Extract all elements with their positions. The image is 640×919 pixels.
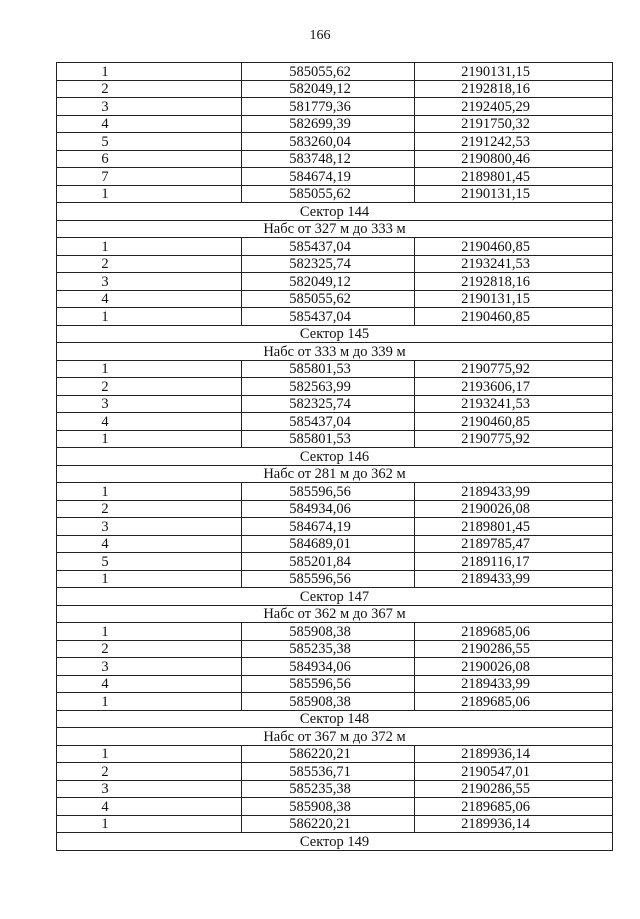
table-row bbox=[57, 780, 613, 798]
x-coordinate: 584934,06 bbox=[242, 500, 415, 518]
x-coordinate: 585596,56 bbox=[242, 483, 415, 501]
section-heading-row bbox=[57, 343, 613, 361]
point-number: 1 bbox=[57, 623, 242, 641]
x-coordinate: 586220,21 bbox=[242, 745, 415, 763]
y-coordinate: 2192818,16 bbox=[415, 273, 613, 291]
table-row bbox=[57, 798, 613, 816]
point-number: 1 bbox=[57, 483, 242, 501]
section-heading: Набс от 327 м до 333 м bbox=[57, 220, 613, 238]
table-row bbox=[57, 238, 613, 256]
table-row bbox=[57, 535, 613, 553]
section-heading-row bbox=[57, 220, 613, 238]
x-coordinate: 585437,04 bbox=[242, 308, 415, 326]
y-coordinate: 2190286,55 bbox=[415, 640, 613, 658]
x-coordinate: 585801,53 bbox=[242, 430, 415, 448]
y-coordinate: 2189685,06 bbox=[415, 623, 613, 641]
table-row bbox=[57, 623, 613, 641]
section-heading: Сектор 149 bbox=[57, 833, 613, 851]
x-coordinate: 585437,04 bbox=[242, 238, 415, 256]
point-number: 3 bbox=[57, 780, 242, 798]
point-number: 1 bbox=[57, 238, 242, 256]
y-coordinate: 2190131,15 bbox=[415, 185, 613, 203]
y-coordinate: 2189685,06 bbox=[415, 693, 613, 711]
x-coordinate: 585055,62 bbox=[242, 63, 415, 81]
section-heading: Сектор 145 bbox=[57, 325, 613, 343]
point-number: 1 bbox=[57, 308, 242, 326]
x-coordinate: 584674,19 bbox=[242, 518, 415, 536]
x-coordinate: 584689,01 bbox=[242, 535, 415, 553]
section-heading-row bbox=[57, 588, 613, 606]
x-coordinate: 582049,12 bbox=[242, 80, 415, 98]
table-row bbox=[57, 290, 613, 308]
section-heading-row bbox=[57, 728, 613, 746]
section-heading-row bbox=[57, 833, 613, 851]
y-coordinate: 2190131,15 bbox=[415, 63, 613, 81]
y-coordinate: 2190460,85 bbox=[415, 413, 613, 431]
table-row bbox=[57, 395, 613, 413]
table-row bbox=[57, 483, 613, 501]
table-row bbox=[57, 570, 613, 588]
x-coordinate: 582325,74 bbox=[242, 255, 415, 273]
y-coordinate: 2189433,99 bbox=[415, 675, 613, 693]
section-heading-row bbox=[57, 203, 613, 221]
x-coordinate: 585055,62 bbox=[242, 185, 415, 203]
x-coordinate: 584934,06 bbox=[242, 658, 415, 676]
y-coordinate: 2191242,53 bbox=[415, 133, 613, 151]
y-coordinate: 2189801,45 bbox=[415, 168, 613, 186]
table-row bbox=[57, 763, 613, 781]
point-number: 2 bbox=[57, 640, 242, 658]
point-number: 3 bbox=[57, 98, 242, 116]
x-coordinate: 583260,04 bbox=[242, 133, 415, 151]
x-coordinate: 585055,62 bbox=[242, 290, 415, 308]
page-number: 166 bbox=[309, 28, 331, 43]
point-number: 3 bbox=[57, 395, 242, 413]
y-coordinate: 2191750,32 bbox=[415, 115, 613, 133]
point-number: 2 bbox=[57, 378, 242, 396]
x-coordinate: 585201,84 bbox=[242, 553, 415, 571]
table-row bbox=[57, 150, 613, 168]
point-number: 2 bbox=[57, 763, 242, 781]
table-row bbox=[57, 658, 613, 676]
section-heading-row bbox=[57, 605, 613, 623]
section-heading-row bbox=[57, 465, 613, 483]
table-row bbox=[57, 273, 613, 291]
section-heading: Набс от 362 м до 367 м bbox=[57, 605, 613, 623]
y-coordinate: 2190460,85 bbox=[415, 308, 613, 326]
y-coordinate: 2190460,85 bbox=[415, 238, 613, 256]
table-row bbox=[57, 693, 613, 711]
table-row bbox=[57, 815, 613, 833]
table-row bbox=[57, 430, 613, 448]
x-coordinate: 582699,39 bbox=[242, 115, 415, 133]
coordinates-table bbox=[56, 62, 613, 851]
table-row bbox=[57, 168, 613, 186]
y-coordinate: 2190547,01 bbox=[415, 763, 613, 781]
x-coordinate: 584674,19 bbox=[242, 168, 415, 186]
y-coordinate: 2190775,92 bbox=[415, 430, 613, 448]
y-coordinate: 2189433,99 bbox=[415, 570, 613, 588]
x-coordinate: 585908,38 bbox=[242, 623, 415, 641]
point-number: 4 bbox=[57, 413, 242, 431]
y-coordinate: 2189936,14 bbox=[415, 745, 613, 763]
coordinates-table-body bbox=[57, 63, 613, 851]
y-coordinate: 2190131,15 bbox=[415, 290, 613, 308]
point-number: 4 bbox=[57, 115, 242, 133]
point-number: 6 bbox=[57, 150, 242, 168]
point-number: 1 bbox=[57, 693, 242, 711]
point-number: 2 bbox=[57, 255, 242, 273]
point-number: 3 bbox=[57, 273, 242, 291]
x-coordinate: 585908,38 bbox=[242, 798, 415, 816]
table-row bbox=[57, 745, 613, 763]
table-row bbox=[57, 378, 613, 396]
table-row bbox=[57, 255, 613, 273]
y-coordinate: 2193241,53 bbox=[415, 395, 613, 413]
y-coordinate: 2189116,17 bbox=[415, 553, 613, 571]
point-number: 1 bbox=[57, 815, 242, 833]
y-coordinate: 2189685,06 bbox=[415, 798, 613, 816]
point-number: 5 bbox=[57, 133, 242, 151]
section-heading: Сектор 148 bbox=[57, 710, 613, 728]
x-coordinate: 583748,12 bbox=[242, 150, 415, 168]
y-coordinate: 2190026,08 bbox=[415, 658, 613, 676]
table-row bbox=[57, 640, 613, 658]
table-row bbox=[57, 115, 613, 133]
section-heading-row bbox=[57, 710, 613, 728]
point-number: 4 bbox=[57, 798, 242, 816]
y-coordinate: 2190026,08 bbox=[415, 500, 613, 518]
table-row bbox=[57, 675, 613, 693]
point-number: 4 bbox=[57, 535, 242, 553]
table-row bbox=[57, 553, 613, 571]
x-coordinate: 585235,38 bbox=[242, 780, 415, 798]
section-heading-row bbox=[57, 325, 613, 343]
x-coordinate: 582049,12 bbox=[242, 273, 415, 291]
y-coordinate: 2192405,29 bbox=[415, 98, 613, 116]
y-coordinate: 2193606,17 bbox=[415, 378, 613, 396]
point-number: 1 bbox=[57, 570, 242, 588]
section-heading: Сектор 147 bbox=[57, 588, 613, 606]
point-number: 4 bbox=[57, 675, 242, 693]
y-coordinate: 2189936,14 bbox=[415, 815, 613, 833]
y-coordinate: 2192818,16 bbox=[415, 80, 613, 98]
point-number: 1 bbox=[57, 745, 242, 763]
section-heading: Сектор 144 bbox=[57, 203, 613, 221]
table-row bbox=[57, 133, 613, 151]
table-row bbox=[57, 500, 613, 518]
section-heading: Набс от 333 м до 339 м bbox=[57, 343, 613, 361]
x-coordinate: 582563,99 bbox=[242, 378, 415, 396]
section-heading: Набс от 281 м до 362 м bbox=[57, 465, 613, 483]
y-coordinate: 2190775,92 bbox=[415, 360, 613, 378]
point-number: 5 bbox=[57, 553, 242, 571]
y-coordinate: 2189433,99 bbox=[415, 483, 613, 501]
y-coordinate: 2190800,46 bbox=[415, 150, 613, 168]
y-coordinate: 2189801,45 bbox=[415, 518, 613, 536]
table-row bbox=[57, 63, 613, 81]
x-coordinate: 582325,74 bbox=[242, 395, 415, 413]
y-coordinate: 2189785,47 bbox=[415, 535, 613, 553]
x-coordinate: 585596,56 bbox=[242, 675, 415, 693]
point-number: 2 bbox=[57, 80, 242, 98]
point-number: 3 bbox=[57, 518, 242, 536]
x-coordinate: 585801,53 bbox=[242, 360, 415, 378]
section-heading: Набс от 367 м до 372 м bbox=[57, 728, 613, 746]
point-number: 1 bbox=[57, 185, 242, 203]
x-coordinate: 585235,38 bbox=[242, 640, 415, 658]
section-heading: Сектор 146 bbox=[57, 448, 613, 466]
table-row bbox=[57, 98, 613, 116]
x-coordinate: 586220,21 bbox=[242, 815, 415, 833]
point-number: 1 bbox=[57, 63, 242, 81]
y-coordinate: 2193241,53 bbox=[415, 255, 613, 273]
x-coordinate: 585908,38 bbox=[242, 693, 415, 711]
table-row bbox=[57, 413, 613, 431]
y-coordinate: 2190286,55 bbox=[415, 780, 613, 798]
table-row bbox=[57, 185, 613, 203]
point-number: 7 bbox=[57, 168, 242, 186]
table-row bbox=[57, 308, 613, 326]
point-number: 4 bbox=[57, 290, 242, 308]
section-heading-row bbox=[57, 448, 613, 466]
point-number: 1 bbox=[57, 430, 242, 448]
table-row bbox=[57, 80, 613, 98]
point-number: 1 bbox=[57, 360, 242, 378]
table-row bbox=[57, 518, 613, 536]
x-coordinate: 581779,36 bbox=[242, 98, 415, 116]
x-coordinate: 585437,04 bbox=[242, 413, 415, 431]
table-row bbox=[57, 360, 613, 378]
point-number: 2 bbox=[57, 500, 242, 518]
point-number: 3 bbox=[57, 658, 242, 676]
x-coordinate: 585536,71 bbox=[242, 763, 415, 781]
x-coordinate: 585596,56 bbox=[242, 570, 415, 588]
